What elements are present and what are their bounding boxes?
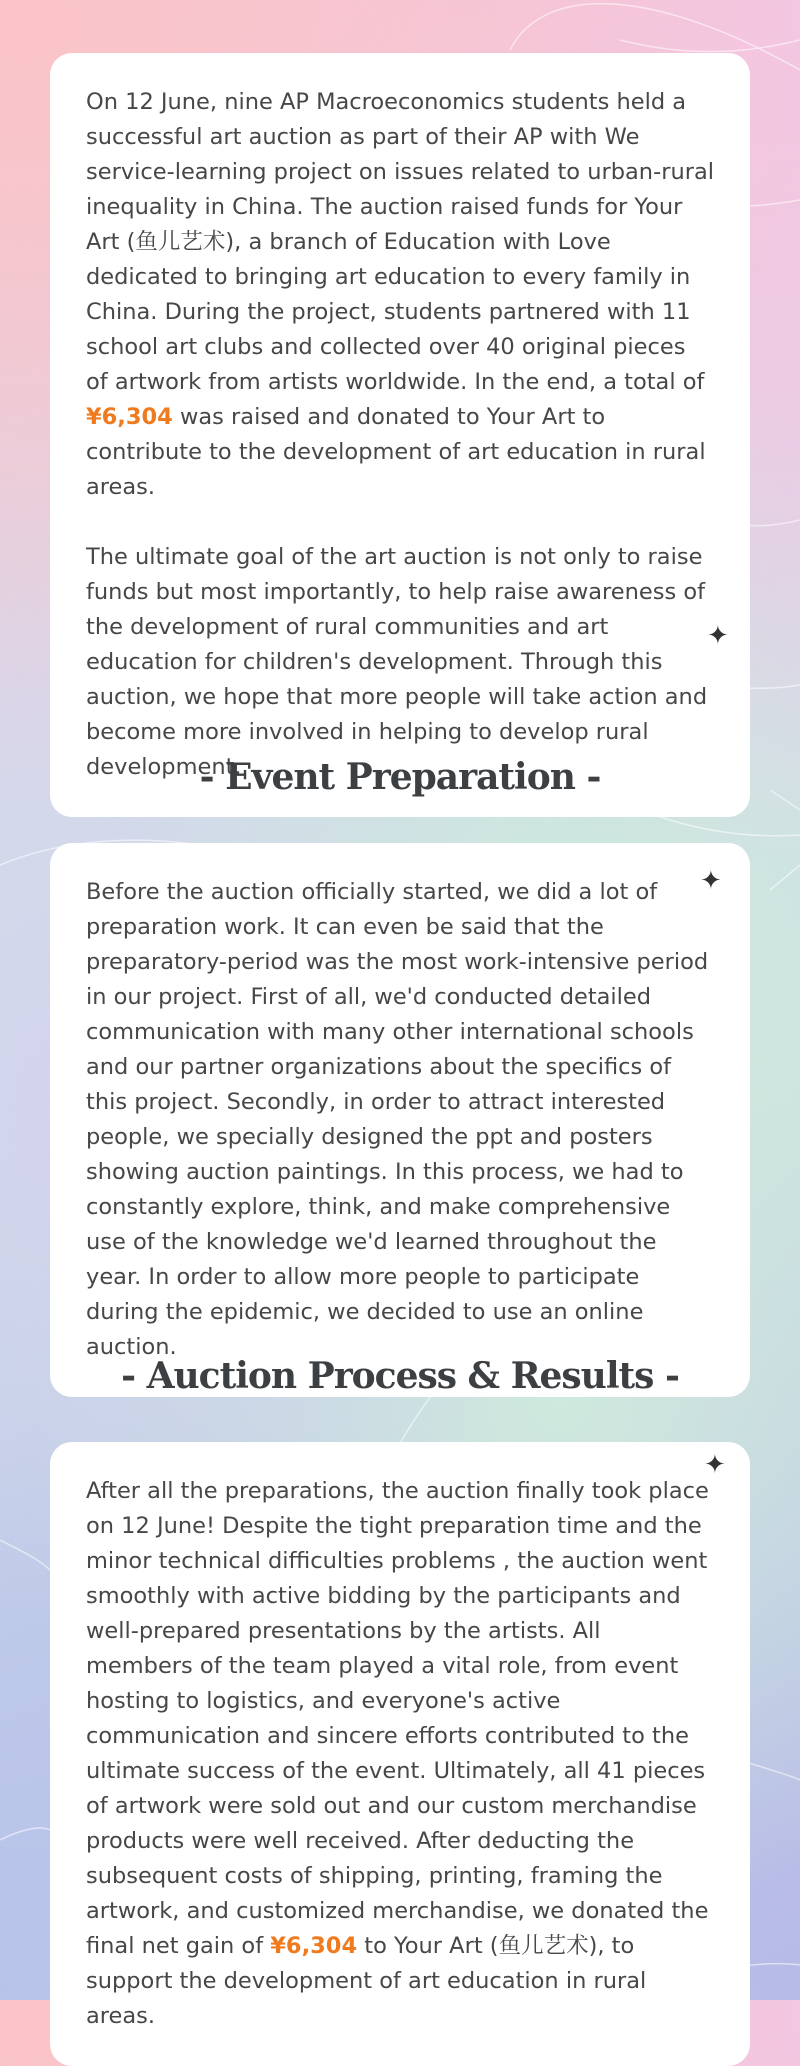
- intro-paragraph-2: The ultimate goal of the art auction is not only to raise funds but most importantly, to help raise awareness of the development of rural communities and art education for children's development. Through this auction, we hope that more people will take action and become more involved in helping to develop rural development.: [86, 544, 708, 780]
- intro-paragraph-1: On 12 June, nine AP Macroeconomics students held a successful art auction as part of their AP with We service-learning project on issues related to urban-rural inequality in China. The auction raised funds for Your Art (鱼儿艺术), a branch of Education with Love dedicated to bringing art education to every family in China. During the project, students partnered with 11 school art clubs and collected over 40 original pieces of artwork from artists worldwide. In the end, a total of ¥6,304 was raised and donated to Your Art to contribute to the development of art education in rural areas.: [86, 89, 714, 500]
- sparkle-icon: ✦: [704, 1450, 726, 1480]
- raised-amount: ¥6,304: [86, 404, 173, 430]
- results-paragraph: After all the preparations, the auction finally took place on 12 June! Despite the tight preparation time and the minor technical difficulties problems , the auction went smoothly with active bidding by the participants and well-prepared presentations by the artists. All members of the team played a vital role, from event hosting to logistics, and everyone's active communication and sincere efforts contributed to the ultimate success of the event. Ultimately, all 41 pieces of artwork were sold out and our custom merchandise products were well received. After deducting the subsequent costs of shipping, printing, framing the artwork, and customized merchandise, we donated the final net gain of ¥6,304 to Your Art (鱼儿艺术), to support the development of art education in rural areas.: [86, 1478, 709, 2029]
- net-gain-amount: ¥6,304: [270, 1933, 358, 1959]
- sparkle-icon: ✦: [700, 866, 722, 896]
- preparation-paragraph: Before the auction officially started, we did a lot of preparation work. It can even be said that the preparatory-period was the most work-intensive period in our project. First of all, we'd conducted detailed communication with many other international schools and our partner organizations about the specifics of this project. Secondly, in order to attract interested people, we specially designed the ppt and posters showing auction paintings. In this process, we had to constantly explore, think, and make comprehensive use of the knowledge we'd learned throughout the year. In order to allow more people to participate during the epidemic, we decided to use an online auction.: [86, 879, 709, 1360]
- results-card: [50, 1442, 750, 2066]
- intro-card: [50, 53, 750, 817]
- sparkle-icon: ✦: [707, 621, 729, 651]
- preparation-card: [50, 843, 750, 1397]
- auction-results-heading: - Auction Process & Results -: [121, 1355, 679, 1397]
- event-preparation-heading: - Event Preparation -: [199, 756, 601, 798]
